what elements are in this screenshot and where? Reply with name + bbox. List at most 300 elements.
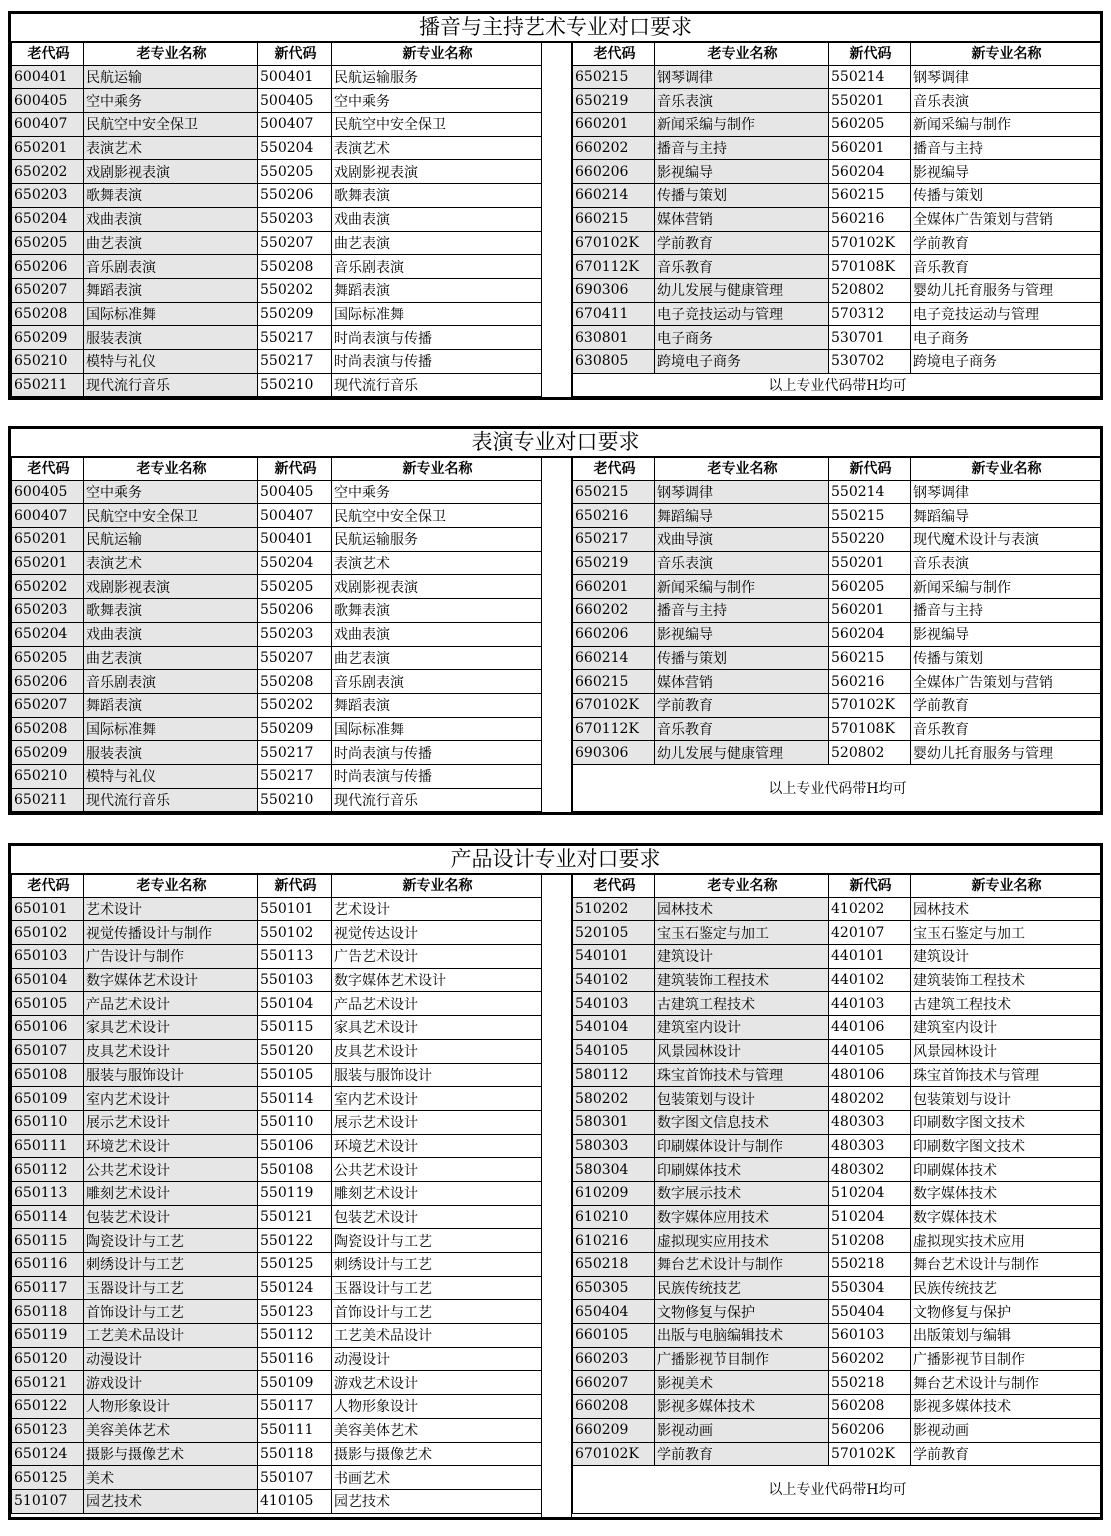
old-code-cell: 580301 [573,1110,655,1134]
column-header: 新专业名称 [911,42,1101,66]
table-header-row [12,457,542,481]
column-header: 新代码 [829,457,911,481]
new-code-cell: 560201 [829,136,911,160]
new-name-cell: 曲艺表演 [332,646,542,670]
table-row [12,1229,542,1253]
new-name-cell: 产品艺术设计 [332,992,542,1016]
table-row [573,646,1101,670]
new-name-cell: 家具艺术设计 [332,1016,542,1040]
old-code-cell: 660215 [573,670,655,694]
table-row [573,184,1101,208]
new-name-cell: 园林技术 [911,897,1101,921]
old-code-cell: 650305 [573,1276,655,1300]
new-name-cell: 时尚表演与传播 [332,764,542,788]
new-code-cell: 550208 [258,255,332,279]
column-header: 新专业名称 [332,457,542,481]
section-broadcasting [8,11,1103,400]
old-name-cell: 出版与电脑编辑技术 [655,1324,829,1348]
new-name-cell: 音乐表演 [911,89,1101,113]
new-code-cell: 550113 [258,945,332,969]
new-name-cell: 全媒体广告策划与营销 [911,670,1101,694]
new-name-cell: 玉器设计与工艺 [332,1276,542,1300]
old-code-cell: 650104 [12,968,84,992]
old-code-cell: 650206 [12,670,84,694]
new-code-cell: 550101 [258,897,332,921]
new-code-cell: 570102K [829,231,911,255]
old-code-cell: 660214 [573,646,655,670]
new-name-cell: 播音与主持 [911,136,1101,160]
old-code-cell: 650201 [12,551,84,575]
new-code-cell: 500405 [258,89,332,113]
old-code-cell: 650208 [12,717,84,741]
old-code-cell: 650106 [12,1016,84,1040]
new-code-cell: 550110 [258,1110,332,1134]
old-code-cell: 610216 [573,1229,655,1253]
new-name-cell: 钢琴调律 [911,65,1101,89]
new-name-cell: 时尚表演与传播 [332,741,542,765]
new-code-cell: 570102K [829,1442,911,1466]
old-code-cell: 650205 [12,646,84,670]
new-name-cell: 婴幼儿托育服务与管理 [911,741,1101,765]
table-row [12,1253,542,1277]
table-row [12,89,542,113]
old-code-cell: 670102K [573,231,655,255]
column-header: 老专业名称 [84,42,258,66]
new-name-cell: 表演艺术 [332,136,542,160]
old-name-cell: 美容美体艺术 [84,1418,258,1442]
old-code-cell: 650209 [12,326,84,350]
old-code-cell: 670411 [573,302,655,326]
old-name-cell: 国际标准舞 [84,717,258,741]
table-row [12,599,542,623]
new-name-cell: 全媒体广告策划与营销 [911,207,1101,231]
new-name-cell: 曲艺表演 [332,231,542,255]
new-name-cell: 古建筑工程技术 [911,992,1101,1016]
old-code-cell: 650202 [12,160,84,184]
new-code-cell: 550117 [258,1395,332,1419]
old-code-cell: 650206 [12,255,84,279]
new-code-cell: 420107 [829,921,911,945]
old-code-cell: 650211 [12,373,84,397]
new-name-cell: 人物形象设计 [332,1395,542,1419]
column-header: 老代码 [573,42,655,66]
column-gap [541,41,572,397]
table-row [573,992,1101,1016]
table-row [12,945,542,969]
new-code-cell: 550122 [258,1229,332,1253]
old-name-cell: 舞蹈表演 [84,693,258,717]
new-code-cell: 560204 [829,160,911,184]
table-row [573,480,1101,504]
new-name-cell: 空中乘务 [332,89,542,113]
new-code-cell: 550120 [258,1039,332,1063]
old-name-cell: 传播与策划 [655,184,829,208]
new-code-cell: 480303 [829,1110,911,1134]
old-name-cell: 珠宝首饰技术与管理 [655,1063,829,1087]
table-header-row [573,874,1101,898]
old-code-cell: 540103 [573,992,655,1016]
new-code-cell: 550206 [258,599,332,623]
new-name-cell: 包装艺术设计 [332,1205,542,1229]
new-code-cell: 480106 [829,1063,911,1087]
old-name-cell: 学前教育 [655,693,829,717]
old-code-cell: 650404 [573,1300,655,1324]
new-name-cell: 印刷数字图文技术 [911,1134,1101,1158]
new-name-cell: 歌舞表演 [332,599,542,623]
table-row [12,968,542,992]
old-code-cell: 660201 [573,113,655,137]
old-code-cell: 650103 [12,945,84,969]
old-name-cell: 新闻采编与制作 [655,575,829,599]
old-name-cell: 幼儿发展与健康管理 [655,741,829,765]
new-code-cell: 560206 [829,1418,911,1442]
old-name-cell: 刺绣设计与工艺 [84,1253,258,1277]
old-code-cell: 660202 [573,136,655,160]
old-name-cell: 数字展示技术 [655,1181,829,1205]
new-code-cell: 570102K [829,693,911,717]
old-name-cell: 音乐剧表演 [84,670,258,694]
old-name-cell: 舞蹈编导 [655,504,829,528]
old-name-cell: 模特与礼仪 [84,349,258,373]
column-header: 新代码 [258,874,332,898]
table-row [573,622,1101,646]
old-name-cell: 钢琴调律 [655,480,829,504]
new-name-cell: 舞台艺术设计与制作 [911,1253,1101,1277]
new-code-cell: 480303 [829,1134,911,1158]
new-code-cell: 550207 [258,646,332,670]
old-name-cell: 数字图文信息技术 [655,1110,829,1134]
old-name-cell: 学前教育 [655,1442,829,1466]
old-name-cell: 国际标准舞 [84,302,258,326]
old-code-cell: 650218 [573,1253,655,1277]
old-code-cell: 650118 [12,1300,84,1324]
old-code-cell: 650109 [12,1087,84,1111]
new-name-cell: 民航运输服务 [332,65,542,89]
new-code-cell: 550123 [258,1300,332,1324]
new-code-cell: 550220 [829,528,911,552]
new-name-cell: 建筑装饰工程技术 [911,968,1101,992]
new-name-cell: 民族传统技艺 [911,1276,1101,1300]
new-code-cell: 410202 [829,897,911,921]
old-code-cell: 660105 [573,1324,655,1348]
new-code-cell: 550217 [258,764,332,788]
new-code-cell: 440102 [829,968,911,992]
old-name-cell: 现代流行音乐 [84,788,258,812]
old-name-cell: 室内艺术设计 [84,1087,258,1111]
old-name-cell: 美术 [84,1466,258,1490]
new-name-cell: 影视多媒体技术 [911,1395,1101,1419]
old-code-cell: 540102 [573,968,655,992]
new-code-cell: 550201 [829,551,911,575]
table-row [573,1039,1101,1063]
new-name-cell: 皮具艺术设计 [332,1039,542,1063]
new-name-cell: 舞蹈表演 [332,693,542,717]
old-name-cell: 音乐剧表演 [84,255,258,279]
new-code-cell: 530702 [829,349,911,373]
table-row [12,1205,542,1229]
new-code-cell: 550217 [258,349,332,373]
old-name-cell: 表演艺术 [84,136,258,160]
new-code-cell: 560103 [829,1324,911,1348]
column-header: 老专业名称 [84,874,258,898]
new-name-cell: 时尚表演与传播 [332,349,542,373]
old-code-cell: 660208 [573,1395,655,1419]
table-row [573,1253,1101,1277]
new-code-cell: 550118 [258,1442,332,1466]
new-name-cell: 现代流行音乐 [332,788,542,812]
column-header: 新专业名称 [332,42,542,66]
new-name-cell: 时尚表演与传播 [332,326,542,350]
table-row [573,113,1101,137]
new-name-cell: 数字媒体艺术设计 [332,968,542,992]
new-code-cell: 570108K [829,255,911,279]
table-row [12,897,542,921]
new-name-cell: 影视编导 [911,160,1101,184]
old-name-cell: 印刷媒体技术 [655,1158,829,1182]
table-row [12,1158,542,1182]
old-name-cell: 影视编导 [655,622,829,646]
table-row [573,1347,1101,1371]
old-name-cell: 动漫设计 [84,1347,258,1371]
old-code-cell: 650216 [573,504,655,528]
table-row [12,693,542,717]
note-row [573,373,1101,397]
table-row [573,599,1101,623]
new-name-cell: 陶瓷设计与工艺 [332,1229,542,1253]
table-row [12,1039,542,1063]
old-name-cell: 公共艺术设计 [84,1158,258,1182]
new-name-cell: 风景园林设计 [911,1039,1101,1063]
old-name-cell: 视觉传播设计与制作 [84,921,258,945]
table-row [573,326,1101,350]
new-name-cell: 园艺技术 [332,1489,542,1513]
table-row [12,207,542,231]
new-code-cell: 550116 [258,1347,332,1371]
new-code-cell: 550217 [258,741,332,765]
new-name-cell: 游戏艺术设计 [332,1371,542,1395]
new-name-cell: 表演艺术 [332,551,542,575]
table-row [12,326,542,350]
new-code-cell: 570312 [829,302,911,326]
new-code-cell: 520802 [829,278,911,302]
old-code-cell: 650117 [12,1276,84,1300]
old-name-cell: 陶瓷设计与工艺 [84,1229,258,1253]
table-row [12,373,542,397]
new-code-cell: 480202 [829,1087,911,1111]
old-name-cell: 学前教育 [655,231,829,255]
old-name-cell: 播音与主持 [655,599,829,623]
section-performance [8,426,1103,815]
new-code-cell: 550202 [258,693,332,717]
table-row [12,113,542,137]
new-code-cell: 550214 [829,65,911,89]
old-name-cell: 歌舞表演 [84,184,258,208]
table-row [12,992,542,1016]
new-code-cell: 510204 [829,1181,911,1205]
new-name-cell: 学前教育 [911,693,1101,717]
old-code-cell: 650202 [12,575,84,599]
table-row [573,1016,1101,1040]
new-code-cell: 550114 [258,1087,332,1111]
old-code-cell: 600407 [12,113,84,137]
table-row [12,1466,542,1490]
new-name-cell: 钢琴调律 [911,480,1101,504]
old-name-cell: 音乐教育 [655,717,829,741]
old-name-cell: 虚拟现实应用技术 [655,1229,829,1253]
old-code-cell: 660206 [573,622,655,646]
table-row [12,788,542,812]
old-name-cell: 影视动画 [655,1418,829,1442]
new-name-cell: 学前教育 [911,231,1101,255]
new-code-cell: 500401 [258,528,332,552]
new-name-cell: 包装策划与设计 [911,1087,1101,1111]
table-row [573,921,1101,945]
old-code-cell: 510202 [573,897,655,921]
table-row [12,764,542,788]
old-name-cell: 古建筑工程技术 [655,992,829,1016]
old-name-cell: 音乐表演 [655,551,829,575]
column-header: 老专业名称 [655,457,829,481]
old-name-cell: 首饰设计与工艺 [84,1300,258,1324]
table-row [573,741,1101,765]
table-row [12,575,542,599]
old-name-cell: 模特与礼仪 [84,764,258,788]
old-name-cell: 民航空中安全保卫 [84,113,258,137]
old-code-cell: 650207 [12,278,84,302]
table-row [573,1276,1101,1300]
new-name-cell: 歌舞表演 [332,184,542,208]
old-code-cell: 660214 [573,184,655,208]
old-code-cell: 650107 [12,1039,84,1063]
old-name-cell: 播音与主持 [655,136,829,160]
column-header: 新代码 [829,874,911,898]
new-name-cell: 虚拟现实技术应用 [911,1229,1101,1253]
old-code-cell: 670112K [573,717,655,741]
new-code-cell: 530701 [829,326,911,350]
table-row [12,1016,542,1040]
new-code-cell: 550215 [829,504,911,528]
old-code-cell: 630805 [573,349,655,373]
new-name-cell: 传播与策划 [911,646,1101,670]
new-code-cell: 480302 [829,1158,911,1182]
old-name-cell: 歌舞表演 [84,599,258,623]
old-code-cell: 660202 [573,599,655,623]
new-code-cell: 550204 [258,551,332,575]
new-code-cell: 550109 [258,1371,332,1395]
old-code-cell: 630801 [573,326,655,350]
new-code-cell: 550404 [829,1300,911,1324]
old-name-cell: 民航运输 [84,65,258,89]
new-code-cell: 550202 [258,278,332,302]
new-name-cell: 建筑室内设计 [911,1016,1101,1040]
table-row [12,1371,542,1395]
old-name-cell: 传播与策划 [655,646,829,670]
old-code-cell: 660207 [573,1371,655,1395]
table-row [12,646,542,670]
column-header: 新专业名称 [332,874,542,898]
new-name-cell: 刺绣设计与工艺 [332,1253,542,1277]
new-name-cell: 室内艺术设计 [332,1087,542,1111]
new-name-cell: 珠宝首饰技术与管理 [911,1063,1101,1087]
old-code-cell: 650205 [12,231,84,255]
old-name-cell: 服装表演 [84,326,258,350]
old-code-cell: 650108 [12,1063,84,1087]
new-code-cell: 550217 [258,326,332,350]
old-name-cell: 服装表演 [84,741,258,765]
column-header: 老代码 [12,42,84,66]
old-code-cell: 650217 [573,528,655,552]
new-name-cell: 艺术设计 [332,897,542,921]
table-header-row [12,874,542,898]
new-code-cell: 500405 [258,480,332,504]
old-code-cell: 650101 [12,897,84,921]
new-name-cell: 建筑设计 [911,945,1101,969]
new-code-cell: 440106 [829,1016,911,1040]
new-code-cell: 550104 [258,992,332,1016]
old-code-cell: 580112 [573,1063,655,1087]
old-code-cell: 650207 [12,693,84,717]
table-row [573,528,1101,552]
old-name-cell: 新闻采编与制作 [655,113,829,137]
old-name-cell: 戏曲表演 [84,622,258,646]
old-name-cell: 雕刻艺术设计 [84,1181,258,1205]
new-code-cell: 560215 [829,646,911,670]
table-row [12,184,542,208]
old-name-cell: 广告设计与制作 [84,945,258,969]
old-name-cell: 建筑装饰工程技术 [655,968,829,992]
table-row [12,231,542,255]
new-code-cell: 550214 [829,480,911,504]
old-code-cell: 650119 [12,1324,84,1348]
old-code-cell: 650105 [12,992,84,1016]
new-name-cell: 现代流行音乐 [332,373,542,397]
new-code-cell: 550205 [258,160,332,184]
old-code-cell: 650211 [12,788,84,812]
table-row [573,231,1101,255]
old-name-cell: 建筑室内设计 [655,1016,829,1040]
new-name-cell: 首饰设计与工艺 [332,1300,542,1324]
old-code-cell: 650203 [12,184,84,208]
new-name-cell: 印刷媒体技术 [911,1158,1101,1182]
note-text: 以上专业代码带H均可 [573,764,1101,811]
new-name-cell: 音乐教育 [911,717,1101,741]
table-row [573,1158,1101,1182]
table-row [12,1395,542,1419]
column-header: 新专业名称 [911,874,1101,898]
new-code-cell: 550203 [258,207,332,231]
table-row [573,1418,1101,1442]
note-text: 以上专业代码带H均可 [573,1466,1101,1513]
table-row [12,528,542,552]
new-code-cell: 560205 [829,113,911,137]
new-name-cell: 舞台艺术设计与制作 [911,1371,1101,1395]
new-code-cell: 550106 [258,1134,332,1158]
new-name-cell: 动漫设计 [332,1347,542,1371]
mapping-table-left [11,456,542,812]
old-name-cell: 民航运输 [84,528,258,552]
table-row [12,1347,542,1371]
old-name-cell: 建筑设计 [655,945,829,969]
table-row [12,160,542,184]
old-code-cell: 650204 [12,207,84,231]
new-code-cell: 550107 [258,1466,332,1490]
old-code-cell: 580202 [573,1087,655,1111]
new-name-cell: 摄影与摄像艺术 [332,1442,542,1466]
new-code-cell: 570108K [829,717,911,741]
new-name-cell: 国际标准舞 [332,302,542,326]
new-name-cell: 影视编导 [911,622,1101,646]
old-name-cell: 影视编导 [655,160,829,184]
